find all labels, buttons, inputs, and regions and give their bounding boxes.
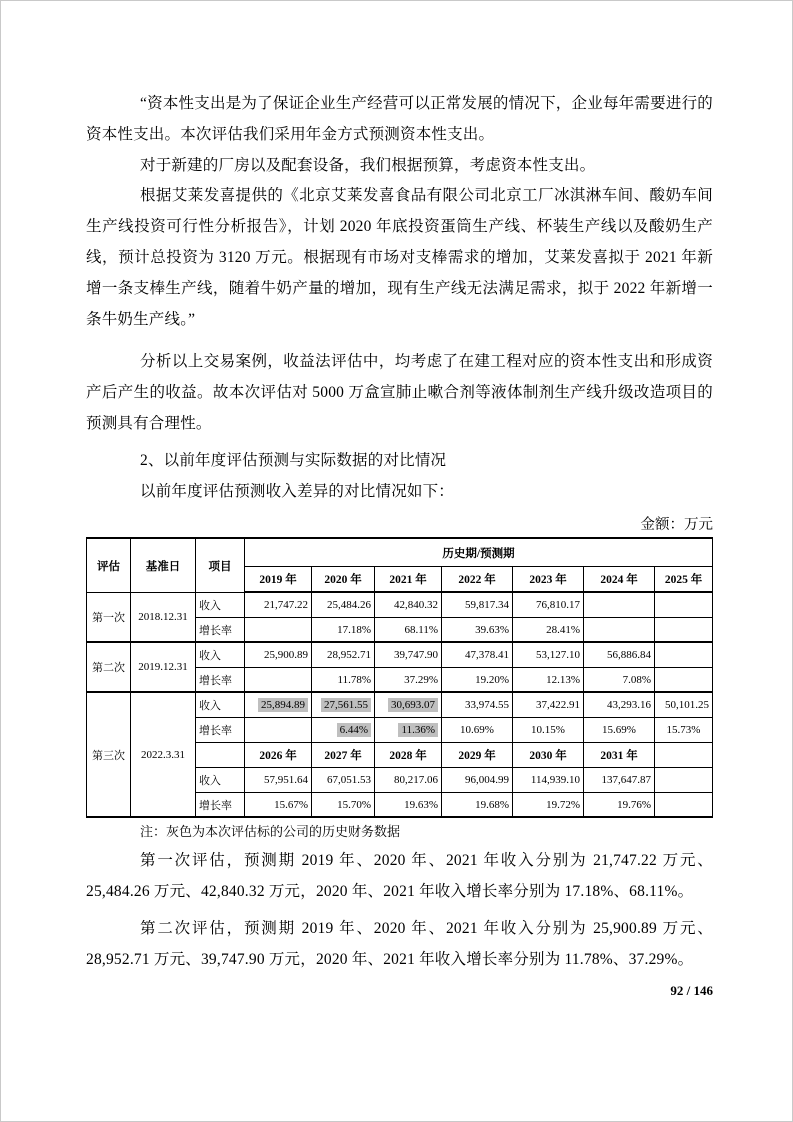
paragraph-first-valuation: 第一次评估，预测期 2019 年、2020 年、2021 年收入分别为 21,747.22 万元、25,484.26 万元、42,840.32 万元，2020 年、2021 年收入增长率分别为 17.18%、68.11%。 xyxy=(86,852,713,901)
table-cell: 10.69% xyxy=(442,717,513,742)
table-cell: 76,810.17 xyxy=(513,592,584,617)
table-cell xyxy=(655,742,713,767)
table-cell xyxy=(375,692,442,717)
header-year: 2025 年 xyxy=(655,566,713,592)
cell-item: 增长率 xyxy=(196,717,245,742)
table-cell: 7.08% xyxy=(584,667,655,692)
table-cell: 17.18% xyxy=(312,617,375,642)
table-row xyxy=(87,692,713,717)
table-cell: 50,101.25 xyxy=(655,692,713,717)
table-cell: 37,422.91 xyxy=(513,692,584,717)
cell-item: 增长率 xyxy=(196,792,245,817)
cell-item: 增长率 xyxy=(196,617,245,642)
table-cell xyxy=(655,617,713,642)
table-cell: 21,747.22 xyxy=(245,592,312,617)
table-cell: 15.70% xyxy=(312,792,375,817)
header-year: 2029 年 xyxy=(442,742,513,767)
header-year: 2019 年 xyxy=(245,566,312,592)
header-base-date: 基准日 xyxy=(131,538,196,592)
highlighted-value: 27,561.55 xyxy=(321,698,371,712)
table-cell xyxy=(312,692,375,717)
table-cell: 15.69% xyxy=(584,717,655,742)
highlighted-value: 30,693.07 xyxy=(388,698,438,712)
cell-base-date: 2018.12.31 xyxy=(131,592,196,642)
table-cell: 67,051.53 xyxy=(312,767,375,792)
cell-item: 收入 xyxy=(196,642,245,667)
table-cell xyxy=(584,617,655,642)
table-cell: 15.73% xyxy=(655,717,713,742)
table-cell xyxy=(245,692,312,717)
table-row xyxy=(87,642,713,667)
table-cell: 19.20% xyxy=(442,667,513,692)
paragraph-new-plant-equipment: 对于新建的厂房以及配套设备，我们根据预算，考虑资本性支出。 xyxy=(140,156,596,174)
table-cell: 42,840.32 xyxy=(375,592,442,617)
table-cell: 39,747.90 xyxy=(375,642,442,667)
header-year: 2023 年 xyxy=(513,566,584,592)
cell-item: 收入 xyxy=(196,692,245,717)
paragraph-comparison-intro: 以前年度评估预测收入差异的对比情况如下： xyxy=(140,482,455,500)
table-cell xyxy=(655,592,713,617)
table-cell: 19.76% xyxy=(584,792,655,817)
table-cell: 53,127.10 xyxy=(513,642,584,667)
table-cell: 80,217.06 xyxy=(375,767,442,792)
table-cell xyxy=(584,592,655,617)
header-year: 2026 年 xyxy=(245,742,312,767)
cell-eval-second: 第二次 xyxy=(87,642,131,692)
table-cell: 10.15% xyxy=(513,717,584,742)
heading-comparison-section: 2、以前年度评估预测与实际数据的对比情况 xyxy=(140,451,447,469)
table-cell: 19.63% xyxy=(375,792,442,817)
cell-base-date: 2022.3.31 xyxy=(131,692,196,817)
header-year: 2022 年 xyxy=(442,566,513,592)
table-cell: 28.41% xyxy=(513,617,584,642)
table-cell xyxy=(655,792,713,817)
table-cell: 12.13% xyxy=(513,667,584,692)
table-cell: 33,974.55 xyxy=(442,692,513,717)
header-year: 2028 年 xyxy=(375,742,442,767)
paragraph-second-valuation: 第二次评估，预测期 2019 年、2020 年、2021 年收入分别为 25,900.89 万元、28,952.71 万元、39,747.90 万元，2020 年、2021 年收入增长率分别为 11.78%、37.29%。 xyxy=(86,919,713,968)
header-year: 2027 年 xyxy=(312,742,375,767)
cell-item: 增长率 xyxy=(196,667,245,692)
table-cell: 15.67% xyxy=(245,792,312,817)
table-cell: 47,378.41 xyxy=(442,642,513,667)
table-cell: 57,951.64 xyxy=(245,767,312,792)
table-cell: 19.72% xyxy=(513,792,584,817)
paragraph-investment-feasibility-report: 根据艾莱发喜提供的《北京艾莱发喜食品有限公司北京工厂冰淇淋车间、酸奶车间生产线投资可行性分析报告》，计划 2020 年底投资蛋筒生产线、杯装生产线以及酸奶生产线，预计总投资为 3120 万元。根据现有市场对支棒需求的增加，艾莱发喜拟于 2021 年新增一条支棒生产线，随着牛奶产量的增加，现有生产线无法满足需求，拟于 2022 年新增一条牛奶生产线。” xyxy=(86,187,713,328)
header-eval: 评估 xyxy=(87,538,131,592)
table-cell: 19.68% xyxy=(442,792,513,817)
cell-eval-first: 第一次 xyxy=(87,592,131,642)
table-cell: 96,004.99 xyxy=(442,767,513,792)
table-cell xyxy=(375,717,442,742)
highlighted-value: 25,894.89 xyxy=(258,698,308,712)
header-year: 2021 年 xyxy=(375,566,442,592)
table-cell: 59,817.34 xyxy=(442,592,513,617)
table-cell: 25,900.89 xyxy=(245,642,312,667)
page-content xyxy=(86,89,713,1000)
table-cell: 137,647.87 xyxy=(584,767,655,792)
table-cell xyxy=(245,717,312,742)
table-header-row xyxy=(87,538,713,566)
header-year: 2031 年 xyxy=(584,742,655,767)
table-cell xyxy=(312,717,375,742)
table-note: 注：灰色为本次评估标的公司的历史财务数据 xyxy=(140,824,401,840)
cell-base-date: 2019.12.31 xyxy=(131,642,196,692)
paragraph-capital-expenditure: “资本性支出是为了保证企业生产经营可以正常发展的情况下，企业每年需要进行的资本性支出。本次评估我们采用年金方式预测资本性支出。 xyxy=(86,95,713,143)
table-cell xyxy=(245,667,312,692)
table-cell: 11.78% xyxy=(312,667,375,692)
table-cell xyxy=(245,617,312,642)
cell-eval-third: 第三次 xyxy=(87,692,131,817)
table-cell: 43,293.16 xyxy=(584,692,655,717)
header-period: 历史期/预测期 xyxy=(245,538,713,566)
table-cell: 28,952.71 xyxy=(312,642,375,667)
table-cell: 37.29% xyxy=(375,667,442,692)
table-cell: 68.11% xyxy=(375,617,442,642)
table-row xyxy=(87,592,713,617)
cell-item: 收入 xyxy=(196,767,245,792)
page-number: 92 / 146 xyxy=(670,982,713,998)
cell-item xyxy=(196,742,245,767)
header-year: 2024 年 xyxy=(584,566,655,592)
cell-item: 收入 xyxy=(196,592,245,617)
paragraph-case-analysis-conclusion: 分析以上交易案例，收益法评估中，均考虑了在建工程对应的资本性支出和形成资产后产生的收益。故本次评估对 5000 万盒宣肺止嗽合剂等液体制剂生产线升级改造项目的预测具有合理性。 xyxy=(86,353,713,432)
highlighted-value: 6.44% xyxy=(337,723,371,737)
table-cell xyxy=(655,667,713,692)
table-cell: 39.63% xyxy=(442,617,513,642)
header-item: 项目 xyxy=(196,538,245,592)
table-cell: 114,939.10 xyxy=(513,767,584,792)
table-cell xyxy=(655,767,713,792)
table-cell: 56,886.84 xyxy=(584,642,655,667)
highlighted-value: 11.36% xyxy=(398,723,438,737)
header-year: 2030 年 xyxy=(513,742,584,767)
table-unit-label: 金额：万元 xyxy=(640,517,713,534)
table-cell xyxy=(655,642,713,667)
table-cell: 25,484.26 xyxy=(312,592,375,617)
valuation-comparison-table xyxy=(86,537,713,818)
header-year: 2020 年 xyxy=(312,566,375,592)
